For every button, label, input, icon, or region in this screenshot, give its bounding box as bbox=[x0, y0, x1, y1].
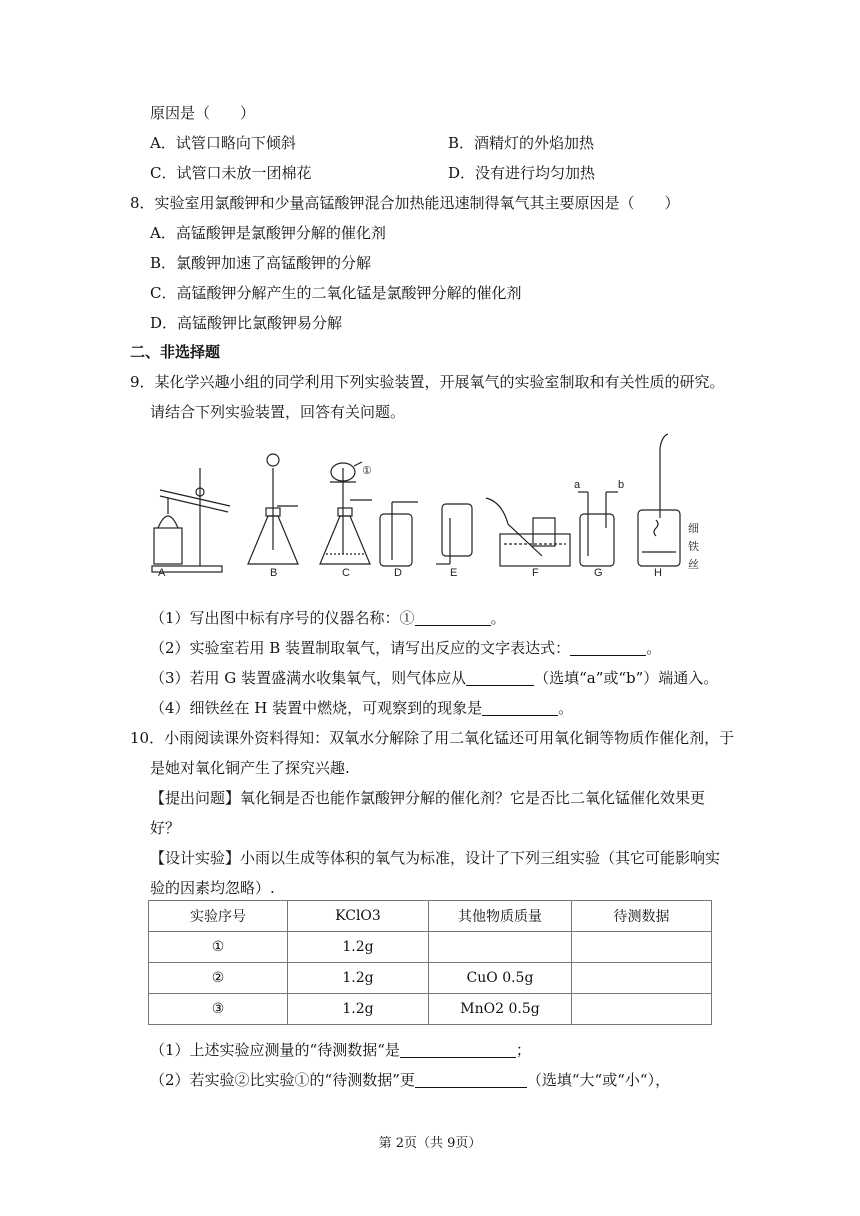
q10-sub1 bbox=[150, 1040, 531, 1060]
figure-label-a: A bbox=[158, 567, 166, 578]
q9-sub1-text: （1）写出图中标有序号的仪器名称： bbox=[150, 609, 400, 627]
section-title: 二、非选择题 bbox=[130, 343, 221, 361]
q10-design-line2: 验的因素均忽略）. bbox=[150, 879, 275, 897]
table-cell: ③ bbox=[149, 994, 288, 1025]
figure-label-g-a: a bbox=[574, 479, 581, 491]
q9-sub4-blank[interactable] bbox=[482, 699, 558, 716]
q8-stem: 8．实验室用氯酸钾和少量高锰酸钾混合加热能迅速制得氧气其主要原因是（ ） bbox=[130, 194, 680, 212]
q8-option-c: C．高锰酸钾分解产生的二氧化锰是氯酸钾分解的催化剂 bbox=[150, 284, 522, 302]
q9-sub4-text: （4）细铁丝在 H 装置中燃烧，可观察到的现象是 bbox=[150, 699, 483, 717]
table-cell: 1.2g bbox=[288, 963, 429, 994]
q8-option-a: A．高锰酸钾是氯酸钾分解的催化剂 bbox=[150, 224, 386, 242]
q10-problem-line1: 【提出问题】氧化铜是否也能作氯酸钾分解的催化剂？它是否比二氧化锰催化效果更 bbox=[150, 789, 706, 807]
table-cell bbox=[429, 932, 572, 963]
q10-sub2-end: （选填“大“或“小“）， bbox=[526, 1071, 671, 1089]
table-cell: ① bbox=[149, 932, 288, 963]
q9-sub2-end: 。 bbox=[646, 639, 662, 657]
wire-label-1: 细 bbox=[688, 523, 699, 535]
apparatus-d bbox=[380, 502, 418, 566]
q8-option-b: B．氯酸钾加速了高锰酸钾的分解 bbox=[150, 254, 372, 272]
figure-label-g-b: b bbox=[618, 479, 625, 491]
table-header: 其他物质质量 bbox=[429, 901, 572, 932]
figure-marker-1: ① bbox=[362, 465, 372, 477]
table-cell: 1.2g bbox=[288, 994, 429, 1025]
q8-option-d: D．高锰酸钾比氯酸钾易分解 bbox=[150, 314, 343, 332]
q9-sub4 bbox=[150, 698, 573, 718]
table-header: 实验序号 bbox=[149, 901, 288, 932]
q9-sub3 bbox=[150, 668, 718, 688]
q7-option-a: A．试管口略向下倾斜 bbox=[150, 134, 296, 152]
q7-option-b: B．酒精灯的外焰加热 bbox=[448, 134, 595, 152]
q9-sub2-text: （2）实验室若用 B 装置制取氧气，请写出反应的文字表达式： bbox=[150, 639, 571, 657]
q9-sub1-blank[interactable] bbox=[415, 609, 491, 626]
q10-sub2-text: （2）若实验②比实验①的“待测数据”更 bbox=[150, 1071, 415, 1089]
q10-sub2-blank[interactable] bbox=[415, 1071, 527, 1088]
apparatus-h bbox=[638, 434, 680, 566]
q10-sub1-end: ； bbox=[515, 1041, 531, 1059]
apparatus-figure bbox=[140, 428, 720, 578]
q10-sub1-blank[interactable] bbox=[400, 1041, 516, 1058]
q10-stem-line2: 是她对氧化铜产生了探究兴趣. bbox=[150, 759, 350, 777]
experiment-table bbox=[148, 900, 712, 1025]
figure-label-f: F bbox=[532, 567, 539, 578]
apparatus-a bbox=[152, 468, 230, 572]
wire-label-2: 铁 bbox=[688, 541, 699, 553]
q9-sub2-blank[interactable] bbox=[570, 639, 646, 656]
q10-sub1-text: （1）上述实验应测量的“待测数据“是 bbox=[150, 1041, 400, 1059]
q9-stem-line2: 请结合下列实验装置，回答有关问题。 bbox=[150, 403, 406, 421]
q10-problem-line2: 好？ bbox=[150, 819, 181, 837]
table-row bbox=[149, 932, 712, 963]
table-cell bbox=[572, 994, 712, 1025]
q9-sub2 bbox=[150, 638, 661, 658]
q9-sub1-num: ① bbox=[399, 609, 415, 627]
table-cell: ② bbox=[149, 963, 288, 994]
q9-sub3-text: （3）若用 G 装置盛满水收集氧气，则气体应从 bbox=[150, 669, 467, 687]
q9-sub4-end: 。 bbox=[558, 699, 574, 717]
q10-stem-line1: 10．小雨阅读课外资料得知：双氧水分解除了用二氧化锰还可用氧化铜等物质作催化剂，于 bbox=[130, 729, 735, 747]
apparatus-e bbox=[436, 504, 472, 564]
figure-label-e: E bbox=[450, 567, 458, 578]
figure-label-g: G bbox=[594, 567, 603, 578]
figure-label-d: D bbox=[394, 567, 402, 578]
q7-option-c: C．试管口未放一团棉花 bbox=[150, 164, 312, 182]
table-row bbox=[149, 994, 712, 1025]
q9-sub3-blank[interactable] bbox=[466, 669, 534, 686]
q9-sub3-end: （选填“a”或“b”）端通入。 bbox=[534, 669, 719, 687]
table-cell bbox=[572, 932, 712, 963]
table-header-row bbox=[149, 901, 712, 932]
table-row bbox=[149, 963, 712, 994]
table-cell: CuO 0.5g bbox=[429, 963, 572, 994]
apparatus-b bbox=[248, 454, 298, 564]
figure-label-h: H bbox=[654, 567, 662, 578]
table-cell: MnO2 0.5g bbox=[429, 994, 572, 1025]
q9-sub1-end: 。 bbox=[490, 609, 506, 627]
page-footer: 第 2页（共 9页） bbox=[378, 1136, 482, 1151]
q7-option-d: D．没有进行均匀加热 bbox=[448, 164, 596, 182]
q9-sub1 bbox=[150, 608, 506, 628]
q7-stem-tail: 原因是（ ） bbox=[150, 104, 256, 122]
apparatus-g bbox=[578, 492, 618, 566]
table-header: KClO3 bbox=[288, 901, 429, 932]
apparatus-c bbox=[320, 462, 372, 564]
q10-sub2 bbox=[150, 1070, 670, 1090]
table-cell: 1.2g bbox=[288, 932, 429, 963]
q10-design-line1: 【设计实验】小雨以生成等体积的氧气为标准，设计了下列三组实验（其它可能影响实 bbox=[150, 849, 721, 867]
figure-label-c: C bbox=[342, 567, 350, 578]
figure-label-b: B bbox=[270, 567, 278, 578]
table-cell bbox=[572, 963, 712, 994]
apparatus-f bbox=[486, 498, 570, 566]
wire-label-3: 丝 bbox=[688, 559, 699, 571]
q9-stem-line1: 9．某化学兴趣小组的同学利用下列实验装置，开展氧气的实验室制取和有关性质的研究。 bbox=[130, 373, 725, 391]
table-header: 待测数据 bbox=[572, 901, 712, 932]
